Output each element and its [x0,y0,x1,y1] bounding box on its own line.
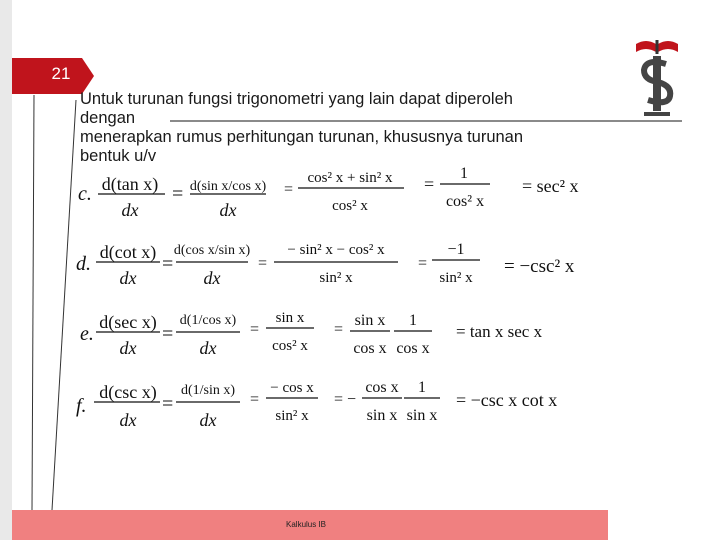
fraction-denominator: cos x [396,340,430,357]
fraction-denominator: dx [119,338,137,358]
fraction-numerator: cos x [365,379,399,396]
fraction-numerator: sin x [275,310,305,326]
formula-result: = −csc² x [504,256,575,277]
intro-line: menerapkan rumus perhitungan turunan, khususnya turunan [80,128,524,146]
fraction-denominator: sin² x [439,270,473,286]
fraction-denominator: dx [121,200,139,220]
equals-sign: = [424,174,435,194]
fraction-denominator: sin x [406,407,438,424]
fraction-numerator: 1 [409,312,417,329]
fraction-denominator: dx [203,268,221,288]
equals-sign: = [250,321,260,338]
fraction-numerator: d(sec x) [99,312,157,332]
fraction-numerator: − sin² x − cos² x [287,242,385,258]
formula-f [76,379,557,430]
equals-sign: = [250,391,260,408]
equals-sign-minus: = − [334,391,357,408]
formula-d [76,241,575,288]
fraction-numerator: d(1/sin x) [180,383,236,398]
intro-line: Untuk turunan fungsi trigonometri yang lain dapat diperoleh [80,90,513,108]
equals-sign: = [162,253,174,275]
fraction-numerator: d(csc x) [99,382,157,402]
formula-result: = tan x sec x [456,322,543,341]
fraction-numerator: 1 [418,379,426,396]
fraction-denominator: cos² x [332,198,368,214]
fraction-denominator: dx [199,410,217,430]
fraction-numerator: sin x [354,312,386,329]
equals-sign: = [334,321,344,338]
formula-label: d. [76,253,91,275]
intro-line: dengan [80,109,136,127]
fraction-denominator: cos² x [445,193,485,210]
fraction-numerator: d(tan x) [101,174,159,194]
equals-sign: = [258,255,268,272]
fraction-numerator: d(sin x/cos x) [189,179,267,194]
formula-result: = sec² x [522,176,579,196]
fraction-denominator: sin² x [319,270,353,286]
footer-course-label: Kalkulus IB [286,520,327,529]
formula-e [80,310,543,358]
fraction-numerator: −1 [447,241,465,258]
equals-sign: = [418,255,428,272]
fraction-numerator: d(cos x/sin x) [173,243,251,258]
fraction-numerator: 1 [460,165,468,182]
formula-label: e. [80,323,94,345]
fraction-denominator: sin² x [275,408,309,424]
fraction-denominator: dx [199,338,217,358]
formula-label: c. [78,183,92,205]
formula-label: f. [76,395,87,417]
fraction-denominator: cos x [353,340,387,357]
fraction-denominator: dx [219,200,237,220]
fraction-denominator: sin x [366,407,398,424]
fraction-numerator: d(cot x) [99,242,157,262]
equals-sign: = [162,323,174,345]
fraction-numerator: cos² x + sin² x [307,170,393,186]
fraction-denominator: dx [119,410,137,430]
fraction-denominator: cos² x [272,338,308,354]
formula-c [78,165,579,220]
fraction-numerator: − cos x [270,380,314,396]
fraction-denominator: dx [119,268,137,288]
equals-sign: = [162,393,174,415]
slide-number: 21 [51,64,71,83]
fraction-numerator: d(1/cos x) [179,313,237,328]
equals-sign: = [172,183,184,205]
formula-result: = −csc x cot x [456,390,558,410]
intro-line: bentuk u/v [80,147,157,165]
equals-sign: = [284,181,294,198]
